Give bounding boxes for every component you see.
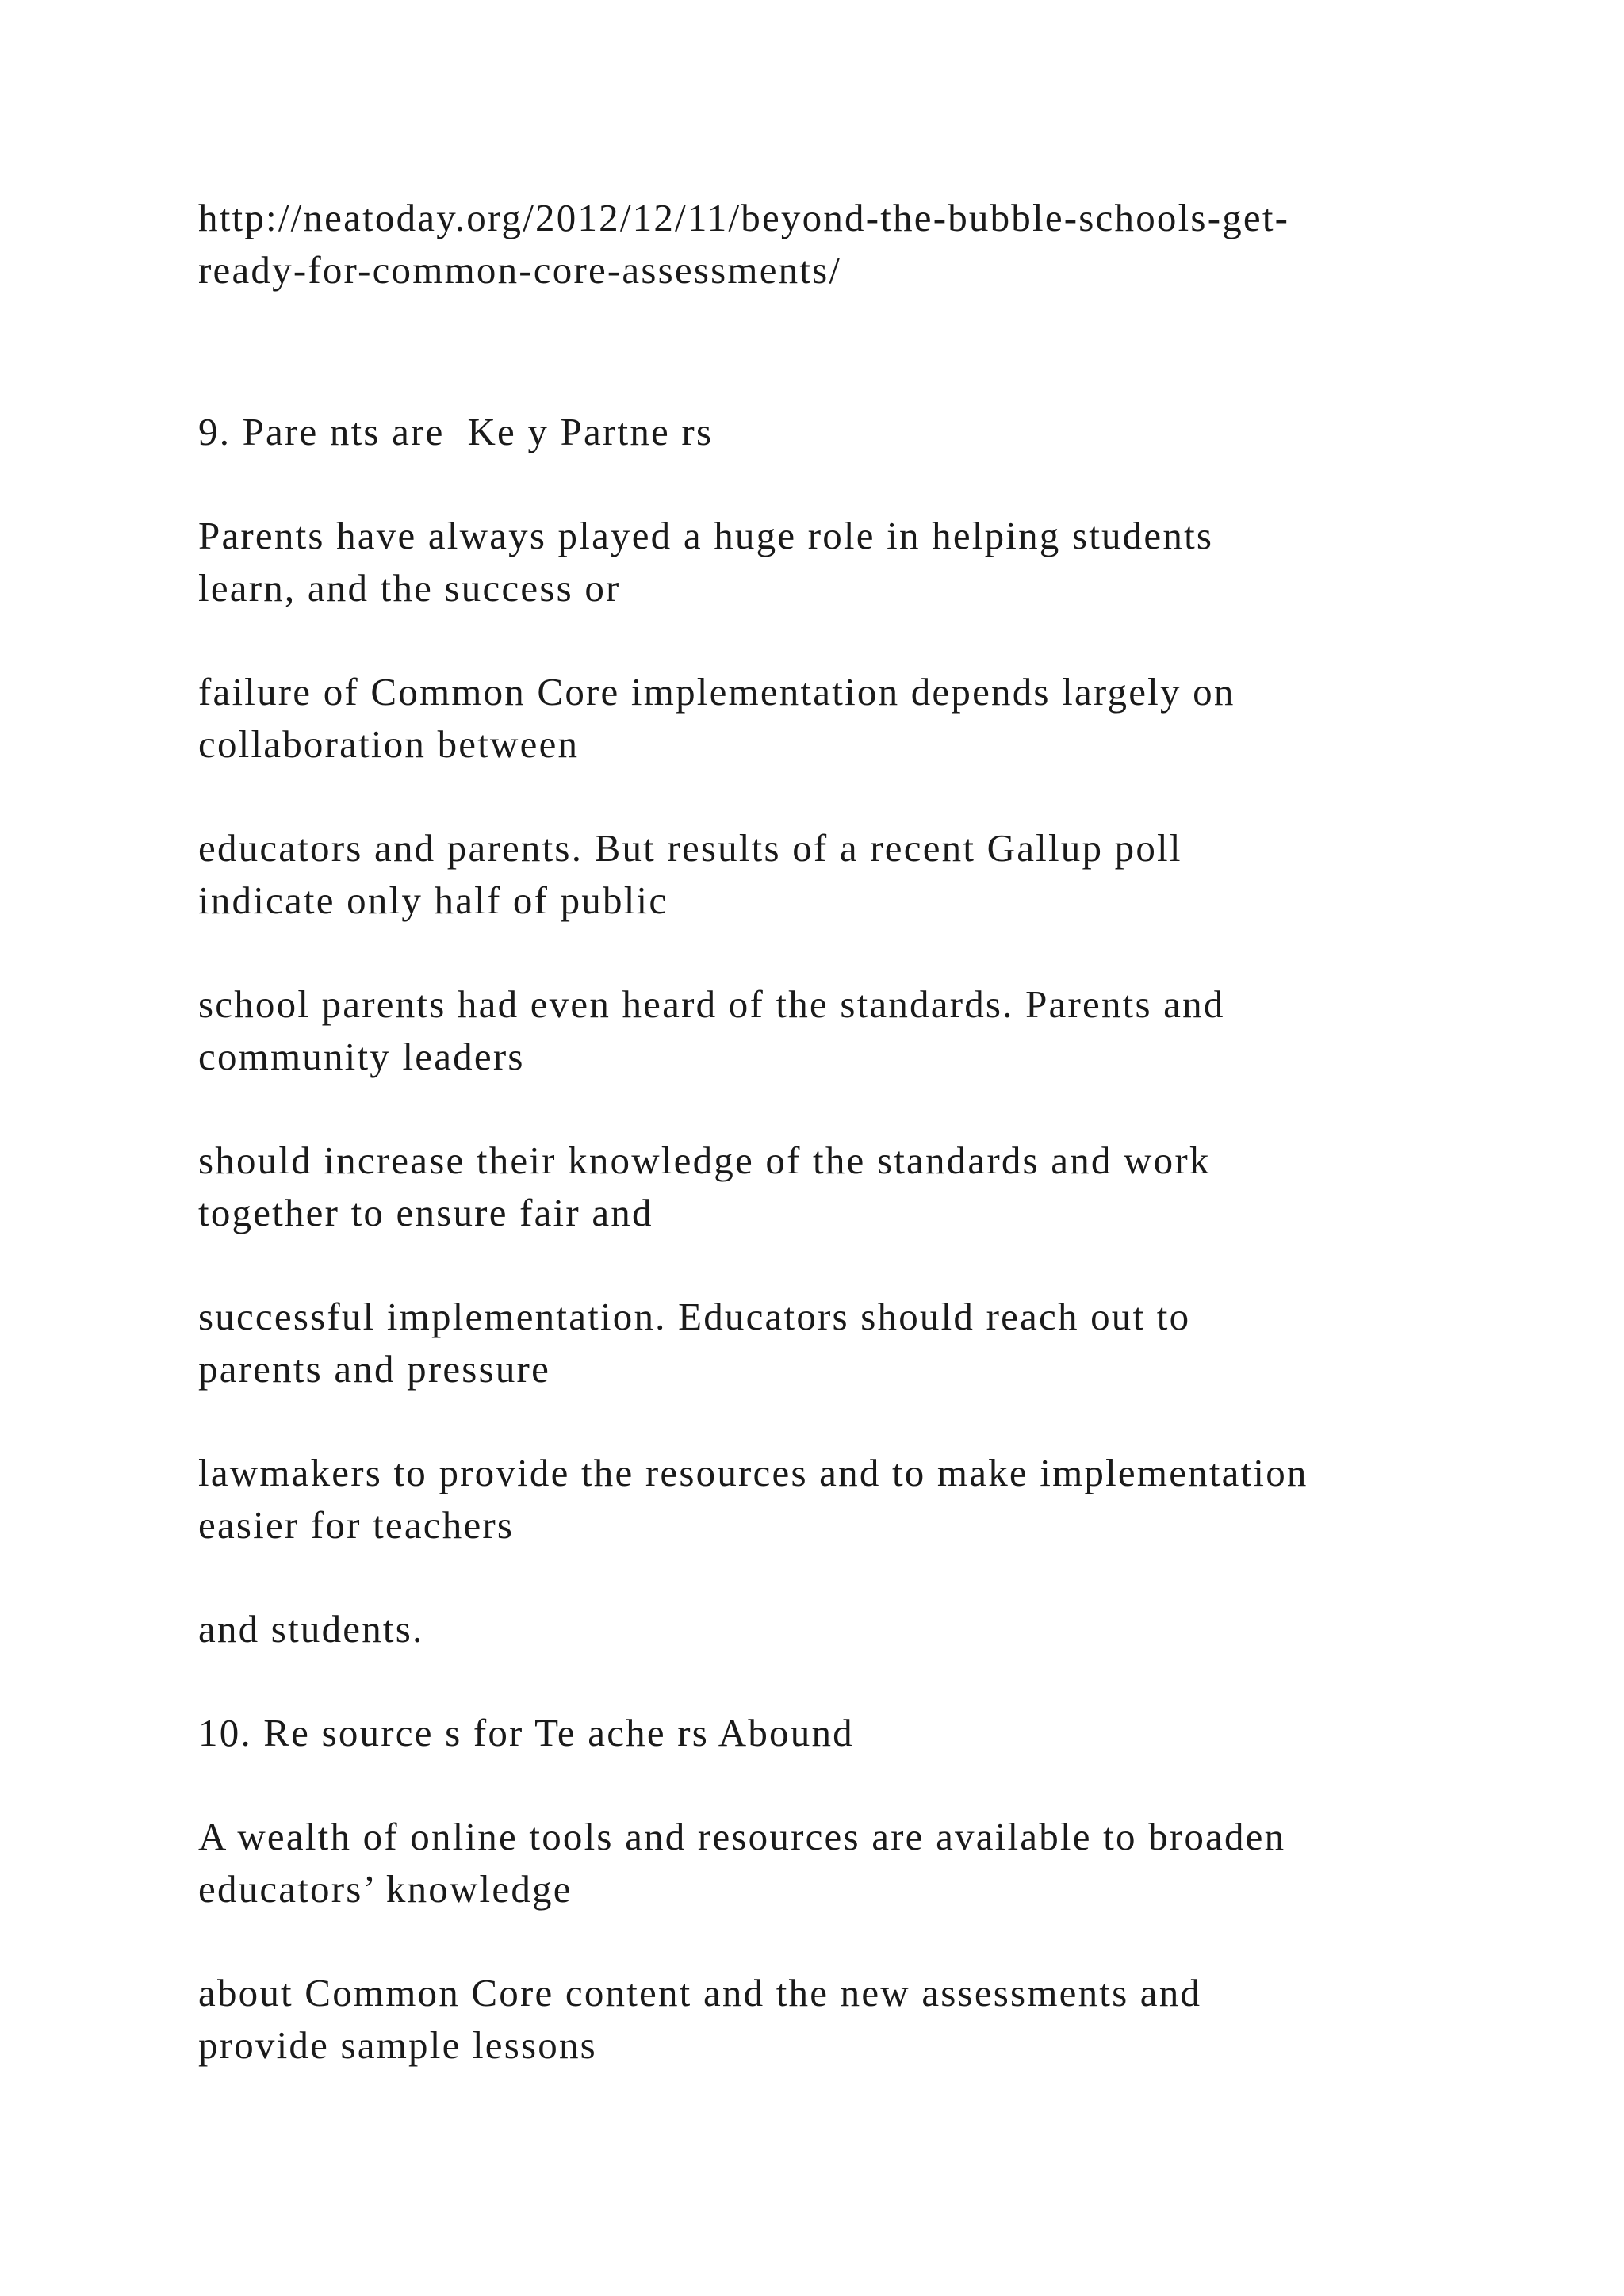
paragraph-line: school parents had even heard of the standards. Parents and: [198, 982, 1225, 1026]
source-url-line-2: ready-for-common-core-assessments/: [198, 248, 842, 292]
paragraph-line: should increase their knowledge of the standards and work: [198, 1138, 1211, 1182]
paragraph-line: lawmakers to provide the resources and to make implementation: [198, 1451, 1308, 1494]
paragraph-line: educators’ knowledge: [198, 1867, 573, 1911]
paragraph-line: about Common Core content and the new assessments and: [198, 1971, 1202, 2015]
paragraph-line: failure of Common Core implementation depends largely on: [198, 670, 1235, 714]
paragraph-line: learn, and the success or: [198, 566, 621, 610]
source-url-line-1: http://neatoday.org/2012/12/11/beyond-the-bubble-schools-get-: [198, 196, 1290, 239]
paragraph-line: and students.: [198, 1607, 424, 1651]
paragraph-line: parents and pressure: [198, 1347, 551, 1391]
paragraph-line: community leaders: [198, 1035, 525, 1078]
paragraph-line: A wealth of online tools and resources are available to broaden: [198, 1815, 1286, 1858]
section-heading-9: 9. Pare nts are Ke y Partne rs: [198, 410, 714, 453]
paragraph-line: provide sample lessons: [198, 2023, 597, 2067]
section-heading-10: 10. Re source s for Te ache rs Abound: [198, 1711, 854, 1755]
paragraph-line: collaboration between: [198, 722, 580, 766]
paragraph-line: Parents have always played a huge role in helping students: [198, 514, 1214, 557]
paragraph-line: educators and parents. But results of a recent Gallup poll: [198, 826, 1182, 870]
paragraph-line: successful implementation. Educators should reach out to: [198, 1295, 1191, 1338]
paragraph-line: easier for teachers: [198, 1503, 515, 1547]
paragraph-line: together to ensure fair and: [198, 1191, 653, 1234]
paragraph-line: indicate only half of public: [198, 878, 668, 922]
